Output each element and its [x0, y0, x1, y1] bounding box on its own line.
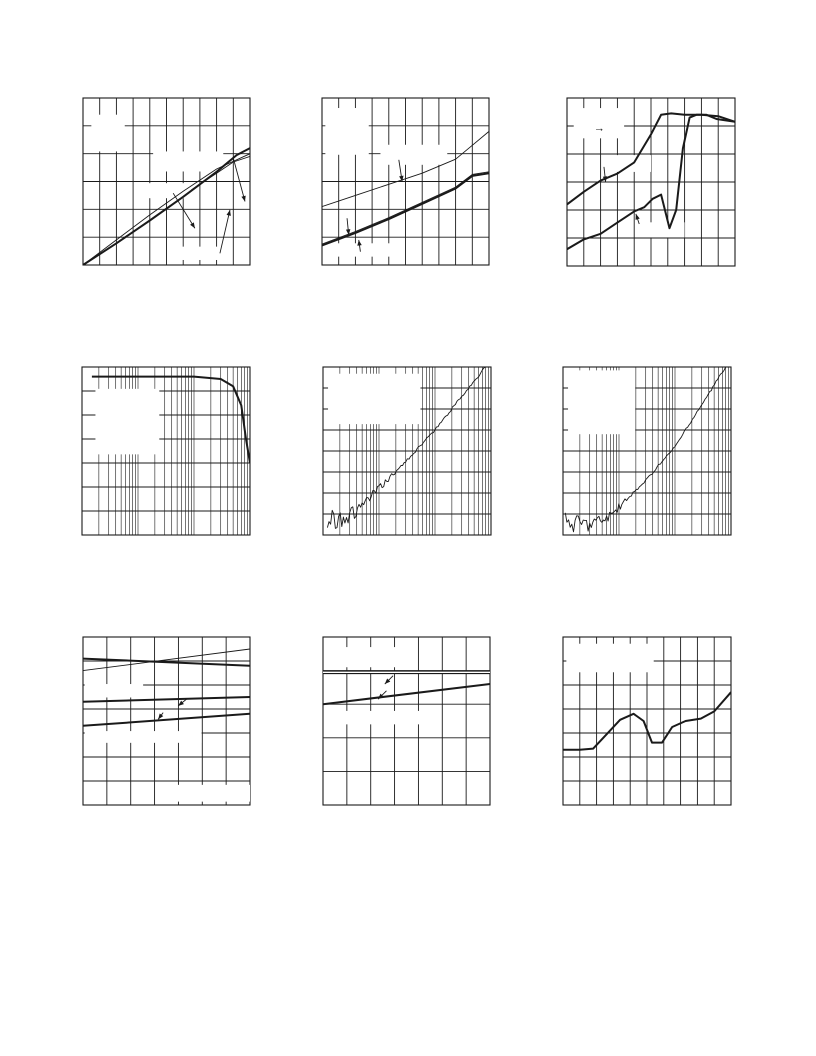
label-area	[638, 222, 685, 237]
label-area	[380, 145, 447, 165]
label-area	[325, 711, 425, 724]
label-area	[568, 370, 635, 434]
label-area	[153, 151, 223, 171]
arrow-marker: →	[593, 122, 605, 135]
label-area	[85, 731, 202, 743]
label-area	[325, 108, 368, 155]
label-area	[85, 684, 143, 697]
label-area	[566, 644, 653, 673]
label-area	[328, 374, 420, 424]
label-area	[325, 647, 400, 667]
label-area	[158, 785, 250, 802]
label-area	[95, 389, 159, 455]
label-area	[143, 183, 185, 198]
label-area	[177, 247, 227, 260]
label-area	[91, 115, 124, 152]
label-area	[325, 243, 400, 256]
